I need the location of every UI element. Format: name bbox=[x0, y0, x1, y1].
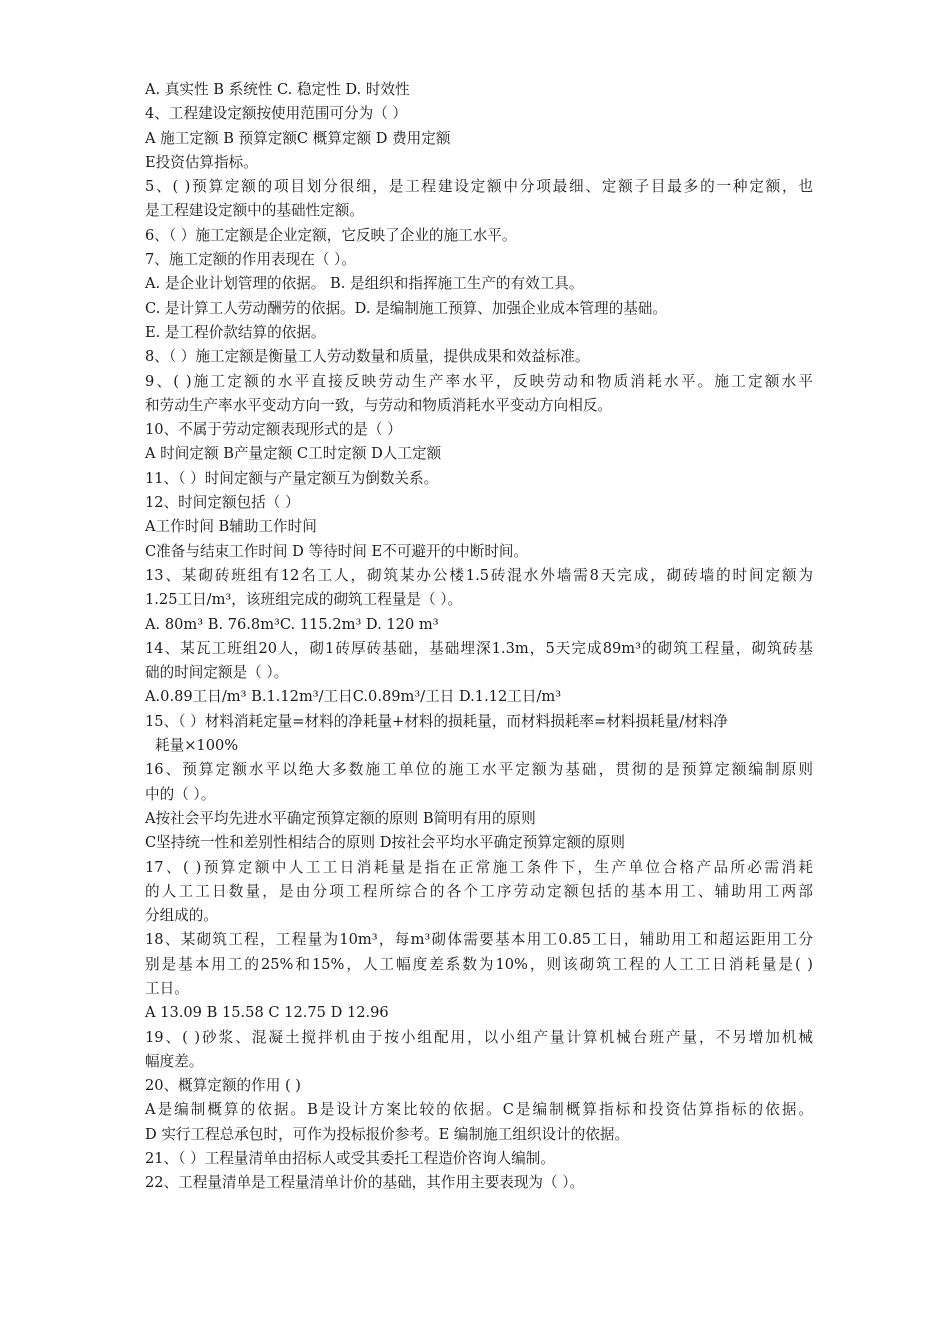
text-line: 11、（ ）时间定额与产量定额互为倒数关系。 bbox=[145, 469, 439, 487]
text-line: 9、( )施工定额的水平直接反映劳动生产率水平，反映劳动和物质消耗水平。施工定额水平 bbox=[145, 372, 813, 390]
text-line: 10、不属于劳动定额表现形式的是（ ） bbox=[145, 421, 402, 439]
text-line: 和劳动生产率水平变动方向一致，与劳动和物质消耗水平变动方向相反。 bbox=[145, 396, 613, 414]
text-line: 15、（ ）材料消耗定量=材料的净耗量+材料的损耗量，而材料损耗率=材料损耗量/材料净 bbox=[145, 712, 728, 730]
text-line: A 时间定额 B产量定额 C工时定额 D人工定额 bbox=[145, 445, 442, 463]
text-line: 13、某砌砖班组有12名工人，砌筑某办公楼1.5砖混水外墙需8天完成，砌砖墙的时间定额为 bbox=[145, 566, 813, 584]
text-line: E. 是工程价款结算的依据。 bbox=[145, 323, 326, 341]
text-line: 20、概算定额的作用 ( ) bbox=[145, 1077, 301, 1095]
text-line: A. 80m³ B. 76.8m³C. 115.2m³ D. 120 m³ bbox=[145, 615, 439, 633]
text-line: 分组成的。 bbox=[145, 907, 218, 925]
text-line: 8、（ ）施工定额是衡量工人劳动数量和质量，提供成果和效益标准。 bbox=[145, 348, 590, 366]
text-line: 的人工工日数量，是由分项工程所综合的各个工序劳动定额包括的基本用工、辅助用工两部 bbox=[145, 882, 813, 900]
text-line: A按社会平均先进水平确定预算定额的原则 B简明有用的原则 bbox=[145, 809, 536, 827]
text-line: C坚持统一性和差别性相结合的原则 D按社会平均水平确定预算定额的原则 bbox=[145, 834, 625, 852]
text-line: C准备与结束工作时间 D 等待时间 E不可避开的中断时间。 bbox=[145, 542, 529, 560]
text-line: 中的（ ）。 bbox=[145, 785, 216, 803]
text-line: A工作时间 B辅助工作时间 bbox=[145, 518, 317, 536]
text-line: 别是基本用工的25%和15%，人工幅度差系数为10%，则该砌筑工程的人工工日消耗量是( ) bbox=[145, 955, 813, 973]
text-line: 4、工程建设定额按使用范围可分为（ ） bbox=[145, 105, 408, 123]
text-line: 耗量×100% bbox=[155, 737, 239, 755]
text-line: 工日。 bbox=[145, 979, 189, 997]
text-line: A是编制概算的依据。B是设计方案比较的依据。C是编制概算指标和投资估算指标的依据。 bbox=[145, 1101, 813, 1119]
text-line: A 施工定额 B 预算定额C 概算定额 D 费用定额 bbox=[145, 129, 451, 147]
text-line: 础的时间定额是（ ）。 bbox=[145, 664, 289, 682]
text-line: 19、( )砂浆、混凝土搅拌机由于按小组配用，以小组产量计算机械台班产量，不另增加机械 bbox=[145, 1028, 813, 1046]
text-line: 5、( )预算定额的项目划分很细，是工程建设定额中分项最细、定额子目最多的一种定额，也 bbox=[145, 178, 813, 196]
text-line: 17、( )预算定额中人工工日消耗量是指在正常施工条件下，生产单位合格产品所必需消耗 bbox=[145, 858, 813, 876]
text-line: 22、工程量清单是工程量清单计价的基础，其作用主要表现为（ ）。 bbox=[145, 1174, 585, 1192]
text-line: 18、某砌筑工程，工程量为10m³，每m³砌体需要基本用工0.85工日，辅助用工和超运距用工分 bbox=[145, 931, 813, 949]
text-line: D 实行工程总承包时，可作为投标报价参考。E 编制施工组织设计的依据。 bbox=[145, 1125, 630, 1143]
text-line: 是工程建设定额中的基础性定额。 bbox=[145, 202, 364, 220]
text-line: 16、预算定额水平以绝大多数施工单位的施工水平定额为基础，贯彻的是预算定额编制原则 bbox=[145, 761, 813, 779]
text-line: E投资估算指标。 bbox=[145, 153, 258, 171]
text-line: A. 真实性 B 系统性 C. 稳定性 D. 时效性 bbox=[145, 81, 410, 98]
text-line: 7、施工定额的作用表现在（ ）。 bbox=[145, 251, 356, 269]
text-line: 1.25工日/m³，该班组完成的砌筑工程量是（ ）。 bbox=[145, 591, 463, 609]
text-line: A.0.89工日/m³ B.1.12m³/工日C.0.89m³/工日 D.1.12工日/m³ bbox=[145, 688, 562, 706]
text-line: A. 是企业计划管理的依据。 B. 是组织和指挥施工生产的有效工具。 bbox=[145, 275, 584, 293]
text-line: 21、（ ）工程量清单由招标人或受其委托工程造价咨询人编制。 bbox=[145, 1150, 555, 1168]
text-line: 幅度差。 bbox=[145, 1052, 204, 1070]
text-line: A 13.09 B 15.58 C 12.75 D 12.96 bbox=[145, 1004, 389, 1022]
text-line: C. 是计算工人劳动酬劳的依据。D. 是编制施工预算、加强企业成本管理的基础。 bbox=[145, 299, 667, 317]
document-page bbox=[145, 78, 813, 1196]
text-line: 12、时间定额包括（ ） bbox=[145, 494, 300, 512]
text-line: 14、某瓦工班组20人，砌1砖厚砖基础，基础埋深1.3m，5天完成89m³的砌筑工程量，砌筑砖基 bbox=[145, 639, 813, 657]
text-line: 6、（ ）施工定额是企业定额，它反映了企业的施工水平。 bbox=[145, 226, 517, 244]
